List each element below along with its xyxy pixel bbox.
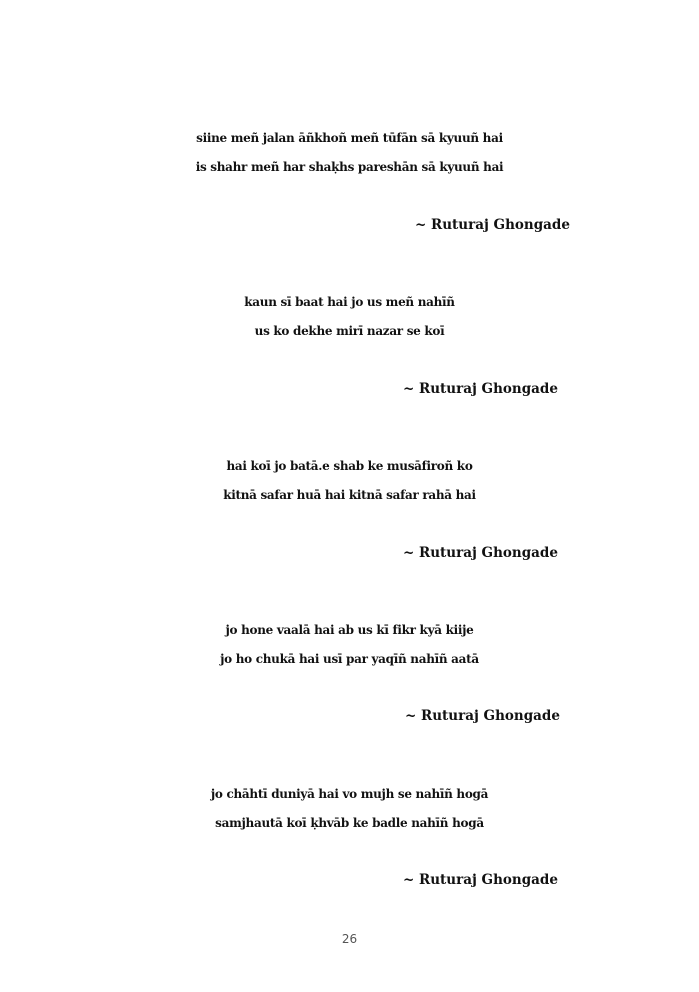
attribution-2: ~ Ruturaj Ghongade — [403, 381, 558, 397]
couplet — [0, 780, 699, 838]
poem-1 — [0, 124, 699, 182]
couplet-line-1: siine meñ jalan āñkhoñ meñ tūfān sā kyuuñ hai — [196, 131, 503, 145]
attribution-5: ~ Ruturaj Ghongade — [403, 872, 558, 888]
attribution-4: ~ Ruturaj Ghongade — [405, 708, 560, 724]
attribution-3: ~ Ruturaj Ghongade — [403, 545, 558, 561]
couplet — [0, 616, 699, 674]
couplet — [0, 452, 699, 510]
page-number: 26 — [341, 932, 358, 946]
poem-4 — [0, 616, 699, 674]
couplet — [0, 124, 699, 182]
couplet-line-2: is shahr meñ har shaḳhs pareshān sā kyuuñ hai — [195, 160, 504, 174]
couplet-line-1: hai koī jo batā.e shab ke musāfiroñ ko — [226, 459, 473, 473]
couplet-line-2: samjhautā koī ḳhvāb ke badle nahīñ hogā — [215, 816, 484, 830]
poem-5 — [0, 780, 699, 838]
couplet-line-1: jo hone vaalā hai ab us kī fikr kyā kiije — [225, 623, 474, 637]
couplet — [0, 288, 699, 346]
couplet-line-1: kaun sī baat hai jo us meñ nahīñ — [244, 295, 455, 309]
couplet-line-2: jo ho chukā hai usī par yaqīñ nahīñ aatā — [220, 652, 479, 666]
couplet-line-1: jo chāhtī duniyā hai vo mujh se nahīñ hogā — [210, 787, 489, 801]
couplet-line-2: us ko dekhe mirī nazar se koī — [254, 324, 445, 338]
attribution-1: ~ Ruturaj Ghongade — [415, 217, 570, 233]
poem-2 — [0, 288, 699, 346]
poem-3 — [0, 452, 699, 510]
couplet-line-2: kitnā safar huā hai kitnā safar rahā hai — [223, 488, 476, 502]
